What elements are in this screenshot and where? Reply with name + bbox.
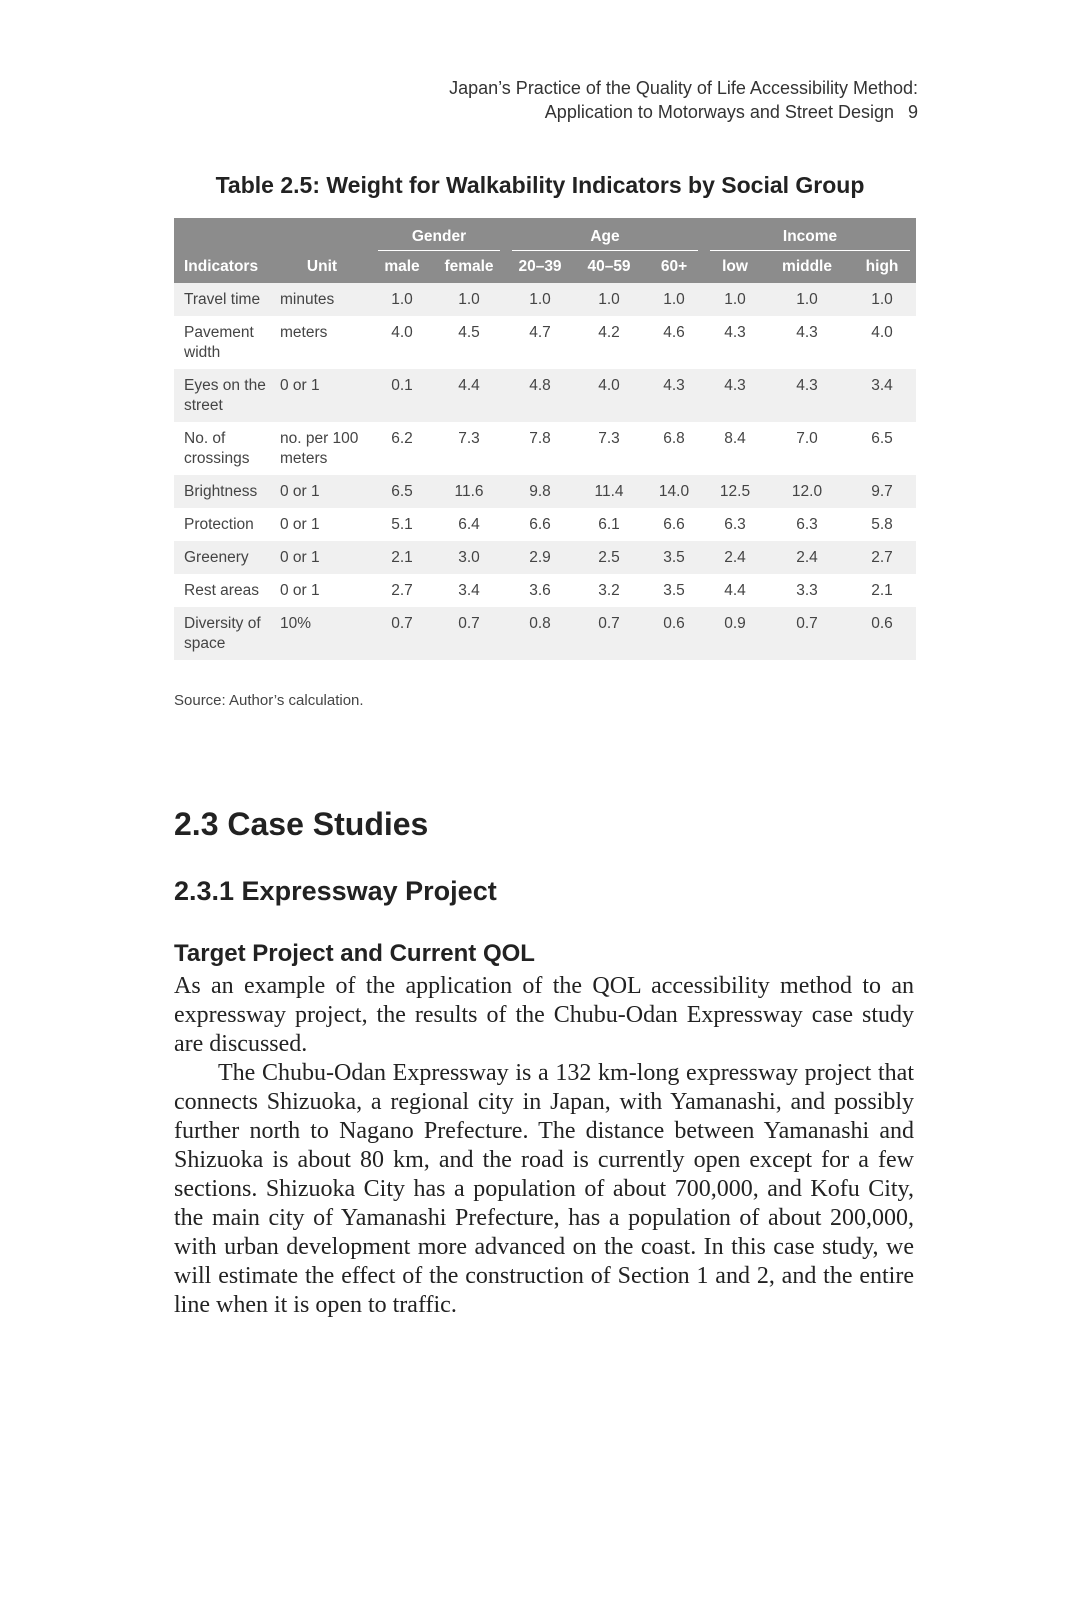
value-cell: 3.2 xyxy=(598,582,620,599)
indicator-cell: Greenery xyxy=(184,549,249,566)
value-cell: 3.4 xyxy=(871,377,893,394)
value-cell: 0.7 xyxy=(598,615,620,632)
group-header-gender: Gender xyxy=(372,218,506,251)
indicator-cell: Protection xyxy=(184,516,254,533)
value-cell: 12.5 xyxy=(719,483,751,500)
table-source: Source: Author’s calculation. xyxy=(174,692,364,709)
group-header-age: Age xyxy=(506,218,704,251)
value-cell: 0.8 xyxy=(529,615,551,632)
unit-cell: meters xyxy=(280,324,328,341)
value-cell: 6.1 xyxy=(598,516,620,533)
column-header: 20–39 xyxy=(518,258,562,275)
column-header: 40–59 xyxy=(587,258,631,275)
unit-cell: 0 or 1 xyxy=(280,483,320,500)
value-cell: 11.4 xyxy=(594,483,624,500)
value-cell: 9.8 xyxy=(529,483,551,500)
unit-cell: 0 or 1 xyxy=(280,582,320,599)
value-cell: 4.8 xyxy=(529,377,551,394)
value-cell: 6.3 xyxy=(724,516,746,533)
value-cell: 1.0 xyxy=(598,291,620,308)
column-header: low xyxy=(722,258,748,275)
paragraph: As an example of the application of the QOL accessibility method to an expressway project, the results of the Chubu-Odan Expressway case study are discussed. xyxy=(174,973,914,1057)
group-header-income: Income xyxy=(704,218,916,251)
indicator-cell: Diversity of space xyxy=(184,615,261,652)
unit-cell: 0 or 1 xyxy=(280,516,320,533)
value-cell: 2.7 xyxy=(871,549,893,566)
value-cell: 2.7 xyxy=(391,582,413,599)
unit-cell: 0 or 1 xyxy=(280,549,320,566)
value-cell: 3.5 xyxy=(663,549,685,566)
value-cell: 2.5 xyxy=(598,549,620,566)
value-cell: 0.6 xyxy=(663,615,685,632)
indicator-cell: No. of crossings xyxy=(184,430,250,467)
unit-cell: 10% xyxy=(280,615,312,632)
running-header xyxy=(449,76,918,124)
column-header: male xyxy=(384,258,420,275)
unit-cell: no. per 100 meters xyxy=(280,430,359,467)
value-cell: 3.6 xyxy=(529,582,551,599)
value-cell: 1.0 xyxy=(724,291,746,308)
value-cell: 4.4 xyxy=(724,582,746,599)
value-cell: 6.3 xyxy=(796,516,818,533)
table-row xyxy=(174,541,916,574)
value-cell: 4.6 xyxy=(663,324,685,341)
value-cell: 2.4 xyxy=(796,549,818,566)
value-cell: 0.7 xyxy=(796,615,818,632)
column-header: high xyxy=(865,258,899,275)
body-text xyxy=(174,972,914,1320)
table-row xyxy=(174,508,916,541)
value-cell: 1.0 xyxy=(529,291,551,308)
value-cell: 7.0 xyxy=(796,430,818,447)
value-cell: 4.3 xyxy=(724,377,746,394)
value-cell: 6.5 xyxy=(391,483,413,500)
value-cell: 0.9 xyxy=(724,615,746,632)
value-cell: 5.8 xyxy=(871,516,893,533)
value-cell: 6.6 xyxy=(663,516,685,533)
value-cell: 2.1 xyxy=(871,582,893,599)
column-header: middle xyxy=(782,258,832,275)
value-cell: 4.0 xyxy=(871,324,893,341)
value-cell: 7.8 xyxy=(529,430,551,447)
value-cell: 1.0 xyxy=(458,291,480,308)
value-cell: 4.0 xyxy=(391,324,413,341)
value-cell: 11.6 xyxy=(454,483,484,500)
column-header: 60+ xyxy=(660,258,688,275)
value-cell: 1.0 xyxy=(391,291,413,308)
column-header: female xyxy=(444,258,494,275)
indicator-cell: Pavement width xyxy=(184,324,254,361)
value-cell: 4.2 xyxy=(598,324,620,341)
table-row xyxy=(174,422,916,475)
value-cell: 2.4 xyxy=(724,549,746,566)
value-cell: 4.3 xyxy=(663,377,685,394)
value-cell: 6.6 xyxy=(529,516,551,533)
value-cell: 4.0 xyxy=(598,377,620,394)
column-header: Indicators xyxy=(184,258,259,275)
indicator-cell: Rest areas xyxy=(184,582,259,599)
value-cell: 3.0 xyxy=(458,549,480,566)
indicator-cell: Brightness xyxy=(184,483,258,500)
value-cell: 1.0 xyxy=(796,291,818,308)
value-cell: 2.1 xyxy=(391,549,413,566)
value-cell: 1.0 xyxy=(663,291,685,308)
running-header-line2: Application to Motorways and Street Design xyxy=(544,102,894,122)
table-row xyxy=(174,283,916,316)
value-cell: 6.4 xyxy=(458,516,480,533)
value-cell: 4.4 xyxy=(458,377,480,394)
value-cell: 7.3 xyxy=(458,430,480,447)
value-cell: 4.3 xyxy=(796,324,818,341)
table-row xyxy=(174,369,916,422)
column-header: Unit xyxy=(306,258,338,275)
value-cell: 7.3 xyxy=(598,430,620,447)
value-cell: 9.7 xyxy=(871,483,893,500)
unit-cell: 0 or 1 xyxy=(280,377,320,394)
value-cell: 0.6 xyxy=(871,615,893,632)
value-cell: 8.4 xyxy=(724,430,746,447)
table-title: Table 2.5: Weight for Walkability Indicators by Social Group xyxy=(215,172,865,198)
table-row xyxy=(174,607,916,660)
value-cell: 0.7 xyxy=(458,615,480,632)
value-cell: 0.7 xyxy=(391,615,413,632)
value-cell: 3.5 xyxy=(663,582,685,599)
value-cell: 6.8 xyxy=(663,430,685,447)
value-cell: 4.3 xyxy=(796,377,818,394)
value-cell: 12.0 xyxy=(791,483,823,500)
value-cell: 1.0 xyxy=(871,291,893,308)
value-cell: 2.9 xyxy=(529,549,551,566)
indicator-cell: Eyes on the street xyxy=(184,377,266,414)
table-row xyxy=(174,316,916,369)
table-row xyxy=(174,475,916,508)
value-cell: 5.1 xyxy=(391,516,413,533)
table-row xyxy=(174,574,916,607)
value-cell: 4.5 xyxy=(458,324,480,341)
value-cell: 6.5 xyxy=(871,430,893,447)
subsection-title: 2.3.1 Expressway Project xyxy=(174,876,497,906)
unit-cell: minutes xyxy=(280,291,335,308)
value-cell: 14.0 xyxy=(658,483,690,500)
indicator-cell: Travel time xyxy=(184,291,261,308)
section-title: 2.3 Case Studies xyxy=(174,806,429,842)
value-cell: 3.3 xyxy=(796,582,818,599)
walkability-table xyxy=(174,218,916,660)
paragraph: The Chubu-Odan Expressway is a 132 km-long expressway project that connects Shizuoka, a regional city in Japan, with Yamanashi, and possibly further north to Nagano Prefecture. The distance between Yamanashi and Shizuoka is about 80 km, and the road is currently open except for a few sections. Shizuoka City has a population of about 700,000, and Kofu City, the main city of Yamanashi Prefecture, has a population of about 200,000, with urban development more advanced on the coast. In this case study, we will estimate the effect of the construction of Section 1 and 2, and the entire line when it is open to traffic. xyxy=(174,1060,914,1318)
value-cell: 0.1 xyxy=(391,377,413,394)
page-number: 9 xyxy=(907,102,918,122)
value-cell: 4.7 xyxy=(529,324,551,341)
value-cell: 4.3 xyxy=(724,324,746,341)
subheading: Target Project and Current QOL xyxy=(174,940,535,967)
value-cell: 3.4 xyxy=(458,582,480,599)
running-header-line1: Japan’s Practice of the Quality of Life Accessibility Method: xyxy=(449,78,918,98)
value-cell: 6.2 xyxy=(391,430,413,447)
